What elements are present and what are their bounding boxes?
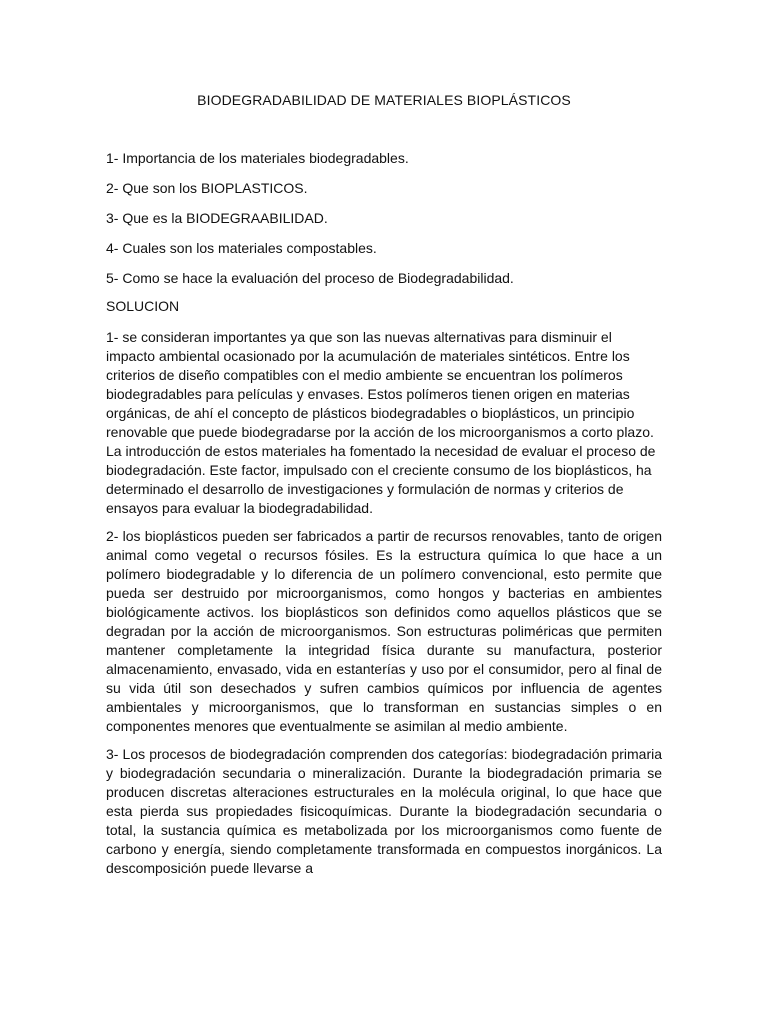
question-list: [106, 150, 662, 300]
answer-body: [106, 328, 662, 887]
document-title: BIODEGRADABILIDAD DE MATERIALES BIOPLÁSTICOS: [197, 92, 571, 108]
question-item: 3- Que es la BIODEGRAABILIDAD.: [106, 210, 328, 226]
answer-paragraph-1: 1- se consideran importantes ya que son las nuevas alternativas para disminuir el impacto ambiental ocasionado por la acumulación de materiales sintéticos. Entre los criterios de diseño compatibles con el medio ambiente se encuentran los polímeros biodegradables para películas y envases. Estos polímeros tienen origen en materias orgánicas, de ahí el concepto de plásticos biodegradables o bioplásticos, un principio renovable que puede biodegradarse por la acción de los microorganismos a corto plazo. La introducción de estos materiales ha fomentado la necesidad de evaluar el proceso de biodegradación. Este factor, impulsado con el creciente consumo de los bioplásticos, ha determinado el desarrollo de investigaciones y formulación de normas y criterios de ensayos para evaluar la biodegradabilidad.: [106, 329, 656, 516]
answer-paragraph-2: 2- los bioplásticos pueden ser fabricados a partir de recursos renovables, tanto de origen animal como vegetal o recursos fósiles. Es la estructura química lo que hace a un polímero biodegradable y lo diferencia de un polímero convencional, esto permite que pueda ser destruido por microorganismos, como hongos y bacterias en ambientes biológicamente activos. los bioplásticos son definidos como aquellos plásticos que se degradan por la acción de microorganismos. Son estructuras poliméricas que permiten mantener completamente la integridad física durante su manufactura, posterior almacenamiento, envasado, vida en estanterías y uso por el consumidor, pero al final de su vida útil son desechados y sufren cambios químicos por influencia de agentes ambientales y microorganismos, que lo transforman en sustancias simples o en componentes menores que eventualmente se asimilan al medio ambiente.: [106, 528, 662, 734]
question-item: 5- Como se hace la evaluación del proceso de Biodegradabilidad.: [106, 270, 514, 286]
question-item: 4- Cuales son los materiales compostables.: [106, 240, 377, 256]
question-item: 1- Importancia de los materiales biodegradables.: [106, 150, 409, 166]
answer-paragraph-3: 3- Los procesos de biodegradación comprenden dos categorías: biodegradación primaria y biodegradación secundaria o mineralización. Durante la biodegradación primaria se producen discretas alteraciones estructurales en la molécula original, lo que hace que esta pierda sus propiedades fisicoquímicas. Durante la biodegradación secundaria o total, la sustancia química es metabolizada por los microorganismos como fuente de carbono y energía, siendo completamente transformada en compuestos inorgánicos. La descomposición puede llevarse a: [106, 746, 662, 876]
question-item: 2- Que son los BIOPLASTICOS.: [106, 180, 308, 196]
solution-heading: SOLUCION: [106, 298, 180, 314]
